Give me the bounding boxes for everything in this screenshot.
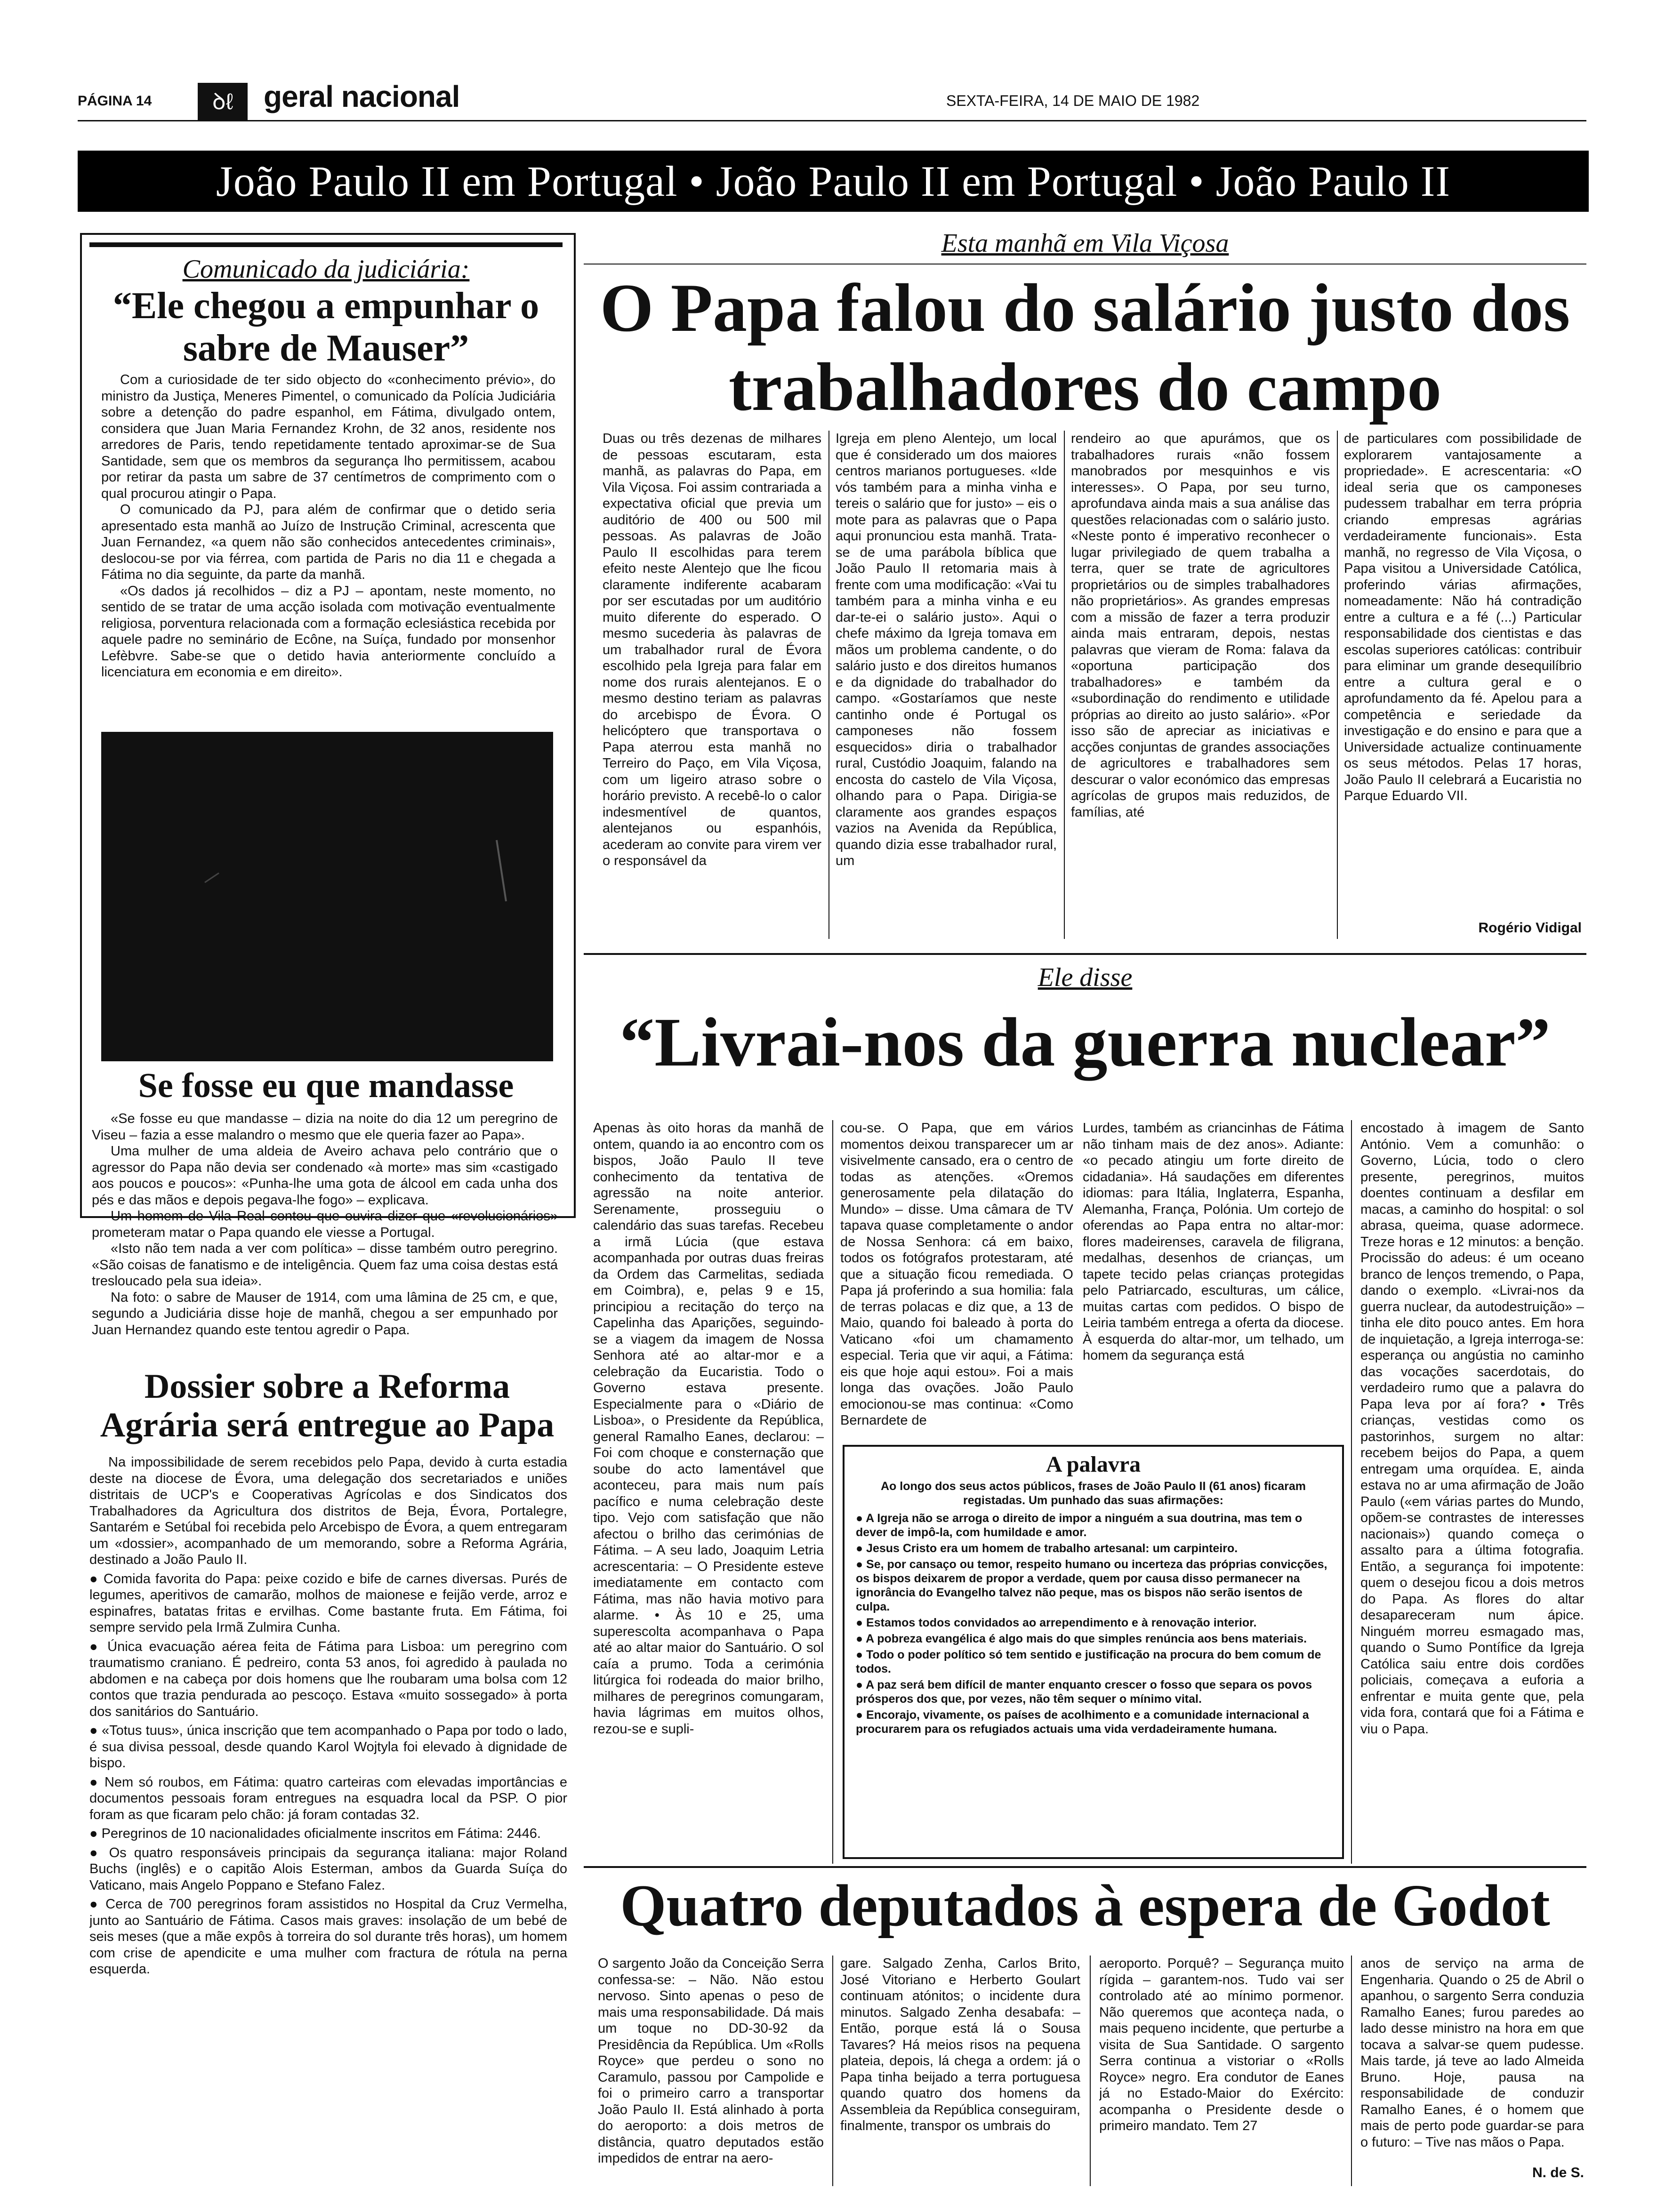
livrai-colrule-3 bbox=[1351, 1120, 1352, 1864]
dossier-bullet-4: ● Nem só roubos, em Fátima: quatro carteiras com elevadas importâncias e documentos pessoais foram entregues na esquadra local da PSP. O pior foram as que ficaram pelo chão: já foram contadas 32. bbox=[89, 1774, 567, 1822]
section-title: geral nacional bbox=[264, 80, 460, 113]
vicosa-col-4: de particulares com possibilidade de explorarem vantajosamente a propriedade». E acrescentaria: «O ideal seria que os camponeses pudessem trabalhar em terra própria criando empresas agrárias verdadeiramente funcionais». Esta manhã, no regresso de Vila Viçosa, o Papa visitou a Universidade Católica, proferindo várias afirmações, nomeadamente: Não há contradição entre a cultura e a fé (...) Particular responsabilidade dos cientistas e das escolas superiores católicas: contribuir para eliminar um grande desequilíbrio entre a cultura geral e o aprofundamento da fé. Apelou para a competência e seriedade da investigação e do ensino e para que a Universidade actualize continuamente os seus métodos. Pelas 17 horas, João Paulo II celebrará a Eucaristia no Parque Eduardo VII. bbox=[1344, 431, 1582, 803]
palavra-title: A palavra bbox=[1046, 1452, 1141, 1477]
godot-headline: Quatro deputados à espera de Godot bbox=[620, 1873, 1550, 1939]
vicosa-bottom-rule bbox=[584, 953, 1586, 955]
dossier-bullet-5: ● Peregrinos de 10 nacionalidades oficialmente inscritos em Fátima: 2446. bbox=[89, 1826, 541, 1841]
mandasse-p1: «Se fosse eu que mandasse – dizia na noite do dia 12 um peregrino de Viseu – fazia a esse malandro o mesmo que ele queria fazer ao Papa». bbox=[92, 1111, 558, 1143]
vicosa-colrule-3 bbox=[1337, 431, 1338, 939]
godot-colrule-1 bbox=[832, 1956, 833, 2186]
left-box-top-rule bbox=[89, 242, 563, 247]
palavra-item: ● A paz será bem difícil de manter enquanto crescer o fosso que separa os povos prósperos dos que, por vezes, não têm sequer o mínimo vital. bbox=[856, 1678, 1312, 1706]
palavra-item: ● Jesus Cristo era um homem de trabalho artesanal: um carpinteiro. bbox=[856, 1542, 1238, 1555]
godot-byline: N. de S. bbox=[1532, 2165, 1584, 2180]
dossier-p1: Na impossibilidade de serem recebidos pelo Papa, devido à curta estadia deste na diocese de Évora, uma delegação dos secretariados e uniões distritais de UCP's e Cooperativas Agrícolas e dos Sindicatos dos Trabalhadores da Agricultura dos distritos de Beja, Évora, Portalegre, Santarém e Setúbal foi recebida pelo Arcebispo de Évora, a quem entregaram um «dossier», acompanhado de um memorando, sobre a Reforma Agrária, destinado a João Paulo II. bbox=[89, 1455, 567, 1567]
vicosa-colrule-2 bbox=[1064, 431, 1065, 939]
livrai-kicker: Ele disse bbox=[1038, 963, 1133, 992]
palavra-intro: Ao longo dos seus actos públicos, frases de João Paulo II (61 anos) ficaram registadas. Um punhado das suas afirmações: bbox=[880, 1480, 1306, 1507]
mandasse-p2: Uma mulher de uma aldeia de Aveiro achava pelo contrário que o agressor do Papa não devia ser condenado «à morte» mas sim «castigado aos poucos e poucos»: «Punha-lhe uma gota de álcool em cada unha dos pés e das mãos e depois pegava-lhe fogo» – explicava. bbox=[92, 1144, 558, 1208]
sabre-photo bbox=[101, 732, 553, 1061]
palavra-item: ● Encorajo, vivamente, os países de acolhimento e a comunidade internacional a procurarem para os refugiados actuais uma vida verdadeiramente humana. bbox=[856, 1708, 1309, 1736]
banner: João Paulo II em Portugal • João Paulo II em Portugal • João Paulo II bbox=[78, 151, 1589, 212]
vicosa-col-3: rendeiro ao que apurámos, que os trabalhadores rurais «não fossem manobrados por mesquinhos e vis interesses». O Papa, por seu turno, aprofundava ainda mais a sua análise das questões relacionadas com o salário justo. «Neste ponto é imperativo reconhecer o lugar privilegiado de quem trabalha a terra, quer se trate de agricultores proprietários ou de simples trabalhadores não proprietários». As grandes empresas com a missão de fazer a terra produzir ainda mais entraram, depois, nestas palavras que vieram de Roma: falava da «oportuna participação dos trabalhadores» e também da «subordinação do rendimento e utilidade próprias ao direito ao justo salário». «Por isso são de apreciar as iniciativas e acções conjuntas de grandes associações de agricultores e trabalhadores sem descurar o valor económico das empresas agrícolas de grupos mais reduzidos, de famílias, até bbox=[1071, 431, 1330, 820]
palavra-box bbox=[843, 1445, 1344, 1859]
mandasse-p5: Na foto: o sabre de Mauser de 1914, com uma lâmina de 25 cm, e que, segundo a Judiciária disse hoje de manhã, chegou a ser empunhado por Juan Hernandez quando este tentou agredir o Papa. bbox=[92, 1290, 558, 1338]
dossier-headline: Dossier sobre a Reforma Agrária será entregue ao Papa bbox=[100, 1367, 555, 1444]
godot-colrule-3 bbox=[1351, 1956, 1352, 2186]
dossier-bullet-6: ● Os quatro responsáveis principais da segurança italiana: major Roland Buchs (inglês) e o capitão Alois Esterman, ambos da Guarda Suíça do Vaticano, mais Angelo Poppano e Stefano Falez. bbox=[89, 1845, 567, 1893]
palavra-item: ● Todo o poder político só tem sentido e justificação na procura do bem comum de todos. bbox=[856, 1648, 1321, 1675]
vicosa-kicker: Esta manhã em Vila Viçosa bbox=[941, 229, 1229, 258]
page-number: PÁGINA 14 bbox=[78, 93, 152, 109]
livrai-col-3: Lurdes, também as criancinhas de Fátima não tinham mais de dez anos». Adiante: «o pecado atingiu um forte direito de cidadania». Há saudações em diferentes idiomas: para Itália, Inglaterra, Espanha, Alemanha, França, Polónia. Um cortejo de oferendas ao Papa entra no altar-mor: flores madeirenses, caravela de filigrana, medalhas, desenhos de crianças, um tapete tecido pelas crianças protegidas pelo Patriarcado, esculturas, um cálice, muitas cartas com pedidos. O bispo de Leiria também entrega a oferta da diocese. À esquerda do altar-mor, um telhado, um homem da segurança está bbox=[1083, 1121, 1344, 1363]
mandasse-body bbox=[92, 1111, 558, 1355]
dossier-bullet-1: ● Comida favorita do Papa: peixe cozido e bife de carnes diversas. Purés de legumes, aperitivos de camarão, molhos de maionese e feijão verde, arroz e espinafres, batatas fritas e ervilhas. Come bastante fruta. Em Fátima, foi sempre servido pela Irmã Zulmira Cunha. bbox=[89, 1571, 567, 1635]
vicosa-headline: O Papa falou do salário justo dos trabalhadores do campo bbox=[600, 270, 1570, 425]
palavra-item: ● Se, por cansaço ou temor, respeito humano ou incerteza das próprias convicções, os bispos deixarem de propor a verdade, quem por causa disso permanecer na ignorância do Evangelho talvez não peque, mas os bispos não serão isentos de culpa. bbox=[856, 1558, 1327, 1613]
vicosa-colrule-1 bbox=[828, 431, 829, 939]
livrai-headline: “Livrai-nos da guerra nuclear” bbox=[619, 1004, 1551, 1081]
palavra-item: ● A Igreja não se arroga o direito de impor a ninguém a sua doutrina, mas tem o dever de impô-la, com humildade e amor. bbox=[856, 1512, 1303, 1539]
mandasse-p4: «Isto não tem nada a ver com política» – disse também outro peregrino. «São coisas de fanatismo e de inteligência. Quem faz uma coisa destas está tresloucado pela sua ideia». bbox=[92, 1241, 558, 1289]
comunicado-p1: Com a curiosidade de ter sido objecto do «conhecimento prévio», do ministro da Justiça, Meneres Pimentel, o comunicado da Polícia Judiciária sobre a detenção do padre espanhol, em Fátima, divulgado ontem, considera que Juan Maria Fernandez Krohn, de 32 anos, residente nos arredores de Paris, tendo repetidamente tentado aproximar-se de Sua Santidade, sem que os membros da segurança lho permitissem, acabou por retirar da pasta um sabre de 37 centímetros de comprimento com o qual procurou atingir o Papa. bbox=[101, 372, 555, 501]
palavra-list bbox=[856, 1511, 1331, 1736]
godot-col-1: O sargento João da Conceição Serra confessa-se: – Não. Não estou nervoso. Sinto apenas o peso de mais uma responsabilidade. Dá mais um toque no DD-30-92 da Presidência da República. Um «Rolls Royce» que perdeu o sono no Caramulo, passou por Campolide e foi o primeiro carro a transportar João Paulo II. Está alinhado à porta do aeroporto: a dois metros de distância, quatro deputados estão impedidos de entrar na aero- bbox=[598, 1956, 824, 2166]
livrai-col-4: encostado à imagem de Santo António. Vem a comunhão: o Governo, Lúcia, todo o clero presente, peregrinos, muitos doentes continuam a desfilar em macas, a caminho do hospital: o sol abrasa, queima, quase adormece. Treze horas e 12 minutos: a benção. Procissão do adeus: é um oceano branco de lenços tremendo, o Papa, dando o exemplo. «Livrai-nos da guerra nuclear, da autodestruição» – tinha ele dito pouco antes. Em hora de inquietação, a Igreja interroga-se: esperança ou angústia no caminho das vocações sacerdotais, do verdadeiro rumo que a palavra do Papa leva por aí fora? • Três crianças, vestidas como os pastorinhos, surgem no altar: recebem beijos do Papa, a quem entregam uma orquídea. E, ainda estava no ar uma afirmação de João Paulo («em várias partes do Mundo, opõem-se contrastes de interesses nacionais») quando começa o assalto para a última fotografia. Então, a segurança foi impotente: quem o desejou ficou a dois metros do Papa. As flores do altar desapareceram num ápice. Ninguém morreu esmagado mas, quando o Sumo Pontífice da Igreja Católica saiu entre dois cordões policiais, começava a euforia a enfrentar e muita gente que, pela vida fora, contará que foi a Fátima e viu o Papa. bbox=[1360, 1121, 1584, 1737]
dossier-bullet-7: ● Cerca de 700 peregrinos foram assistidos no Hospital da Cruz Vermelha, junto ao Santuário de Fátima. Casos mais graves: insolação de um bebé de seis meses (que a mãe expôs à torreira do sol durante três horas), um homem com crise de apendicite e uma mulher com fractura de rótula na perna esquerda. bbox=[89, 1897, 567, 1977]
palavra-item: ● A pobreza evangélica é algo mais do que simples renúncia aos bens materiais. bbox=[856, 1632, 1307, 1645]
livrai-colrule-1 bbox=[832, 1120, 833, 1864]
godot-colrule-2 bbox=[1090, 1956, 1091, 2186]
godot-col-4: anos de serviço na arma de Engenharia. Quando o 25 de Abril o apanhou, o sargento Serra conduzia Ramalho Eanes; furou paredes ao lado desse ministro na hora em que tocava a salvar-se quem pudesse. Mais tarde, já teve ao lado Almeida Bruno. Hoje, pausa na responsabilidade de conduzir Ramalho Eanes, é o homem que mais de perto pode guardar-se para o futuro: – Tive nas mãos o Papa. bbox=[1360, 1956, 1584, 2150]
comunicado-kicker: Comunicado da judiciária: bbox=[182, 255, 470, 284]
mandasse-headline: Se fosse eu que mandasse bbox=[138, 1066, 514, 1105]
comunicado-p3: «Os dados já recolhidos – diz a PJ – apontam, neste momento, no sentido de se tratar de uma acção isolada com motivação eventualmente religiosa, porventura relacionada com a formação eclesiástica recebida por aquele padre no seminário de Ecône, na Suíça, fundado por monsenhor Lefèbvre. Sabe-se que o detido havia anteriormente concluído a licenciatura em economia e em direito». bbox=[101, 583, 555, 680]
vicosa-col-2: Igreja em pleno Alentejo, um local que é considerado um dos maiores centros marianos portugueses. «Ide vós também para a minha vinha e tereis o salário que for justo» – eis o mote para as palavras que o Papa aqui pronunciou esta manhã. Trata-se de uma parábola bíblica que João Paulo II retomaria mais à frente com uma modificação: «Vai tu também para a minha vinha e eu dar-te-ei o salário justo». Aqui o chefe máximo da Igreja tomava em mãos um problema candente, o do salário justo e dos direitos humanos e da dignidade do trabalhador do campo. «Gostaríamos que neste cantinho onde é Portugal os camponeses não fossem esquecidos» diria o trabalhador rural, Custódio Joaquim, falando na encosta do castelo de Vila Viçosa, olhando para o Papa. Dirigia-se claramente aos grandes espaços vazios na Avenida da República, quando dizia esse trabalhador rural, um bbox=[836, 431, 1057, 868]
dl-logo: ꝺℓ bbox=[198, 83, 248, 121]
sabre-icon bbox=[101, 732, 553, 1061]
comunicado-p2: O comunicado da PJ, para além de confirmar que o detido seria apresentado esta manhã ao Juízo de Instrução Criminal, acrescenta que Juan Fernandez, «a quem não são conhecidos antecedentes criminais», deslocou-se por via férrea, com partida de Paris no dia 11 e chegada a Fátima no dia seguinte, da parte da manhã. bbox=[101, 502, 555, 582]
palavra-item: ● Estamos todos convidados ao arrependimento e à renovação interior. bbox=[856, 1616, 1257, 1629]
dossier-body bbox=[89, 1454, 567, 2165]
issue-date: SEXTA-FEIRA, 14 DE MAIO DE 1982 bbox=[946, 92, 1200, 109]
comunicado-body bbox=[101, 372, 555, 729]
livrai-col-2: cou-se. O Papa, que em vários momentos deixou transparecer um ar visivelmente cansado, era o centro de todas as atenções. «Oremos generosamente pela dilatação do Mundo» – disse. Uma câmara de TV tapava quase completamente o andor de Nossa Senhora: cá em baixo, todos os fotógrafos protestaram, até que a situação ficou remediada. O Papa já proferindo a sua homilia: fala de terras polacas e diz que, a 13 de Maio, quando foi baleado à porta do Vaticano «foi um chamamento especial. Teria que vir aqui, a Fátima: eis que hoje aqui estou». Foi a mais longa das ovações. João Paulo emocionou-se mas continua: «Como Bernardete de bbox=[840, 1121, 1073, 1428]
comunicado-headline: “Ele chegou a empunhar o sabre de Mauser” bbox=[113, 285, 539, 369]
godot-col-3: aeroporto. Porquê? – Segurança muito rígida – garantem-nos. Tudo vai ser controlado até ao mínimo pormenor. Não queremos que aconteça nada, o mais pequeno incidente, que perturbe a visita de Sua Santidade. O sargento Serra continua a vistoriar o «Rolls Royce» negro. Era condutor de Eanes já no Estado-Maior do Exército: acompanha o Presidente desde o primeiro mandato. Tem 27 bbox=[1099, 1956, 1344, 2133]
dossier-bullet-2: ● Única evacuação aérea feita de Fátima para Lisboa: um peregrino com traumatismo craniano. É pedreiro, conta 53 anos, foi agredido à paulada no abdomen e na cabeça por dois homens que lhe roubaram uma bolsa com 12 contos que trazia pendurada ao pescoço. Estava «muito sossegado» à porta dos sanitários do Santuário. bbox=[89, 1639, 567, 1719]
dossier-bullet-3: ● «Totus tuus», única inscrição que tem acompanhado o Papa por todo o lado, é sua divisa pessoal, desde quando Karol Wojtyla foi elevado à dignidade de bispo. bbox=[89, 1723, 567, 1771]
godot-top-rule bbox=[584, 1866, 1586, 1868]
vicosa-byline: Rogério Vidigal bbox=[1478, 920, 1582, 936]
vicosa-col-1: Duas ou três dezenas de milhares de pessoas escutaram, esta manhã, as palavras do Papa, em Vila Viçosa. Foi assim contrariada a expectativa oficial que previa um auditório de 400 ou 500 mil pessoas. As palavras de João Paulo II escolhidas para terem efeito neste Alentejo que lhe ficou claramente indiferente acabaram por ser escutadas por um auditório muito diferente do esperado. O mesmo sucederia às palavras de um trabalhador rural de Évora escolhido pela Igreja para falar em nome dos rurais alentejanos. E o mesmo destino teriam as palavras do arcebispo de Évora. O helicóptero que transportava o Papa aterrou esta manhã no Terreiro do Paço, em Vila Viçosa, com um ligeiro atraso sobre o horário previsto. A recebê-lo o calor indesmentível de quantos, alentejanos ou espanhóis, acederam ao convite para virem ver o responsável da bbox=[603, 431, 821, 868]
mandasse-p3: Um homem de Vila Real contou que ouvira dizer que «revolucionários» prometeram matar o Papa quando ele viesse a Portugal. bbox=[92, 1209, 558, 1240]
livrai-col-1: Apenas às oito horas da manhã de ontem, quando ia ao encontro com os bispos, João Paulo II teve conhecimento da tentativa de agressão na noite anterior. Serenamente, prosseguiu o calendário das suas tarefas. Recebeu a irmã Lúcia (que estava acompanhada por outras duas freiras da Ordem das Carmelitas, sediada em Coimbra), e, pelas 9 e 15, principiou a recitação do terço na Capelinha das Aparições, seguindo-se a viagem da imagem de Nossa Senhora até ao altar-mor e a celebração da Eucaristia. Todo o Governo estava presente. Especialmente para o «Diário de Lisboa», o Presidente da República, general Ramalho Eanes, declarou: – Foi com choque e consternação que soube do acto lamentável que aconteceu, para mais num país pacífico e numa celebração deste tipo. Vejo com satisfação que não afectou o brilho das cerimónias de Fátima. – A seu lado, Joaquim Letria acrescentaria: – O Presidente esteve imediatamente em contacto com Fátima, mas não havia motivo para alarme. • Às 10 e 25, uma superescolta acompanhava o Papa até ao altar maior do Santuário. O sol caía a prumo. Toda a cerimónia litúrgica foi rodeada do maior brilho, milhares de peregrinos comungaram, havia lágrimas em muitos olhos, rezou-se e supli- bbox=[593, 1121, 824, 1737]
godot-col-2: gare. Salgado Zenha, Carlos Brito, José Vitoriano e Herberto Goulart continuam atónitos; o incidente dura minutos. Salgado Zenha desabafa: – Então, porque está lá o Sousa Tavares? Há meios risos na pequena plateia, depois, lá chega a ordem: já o Papa tinha beijado a terra portuguesa quando quatro dos homens da Assembleia da República conseguiram, finalmente, transpor os umbrais do bbox=[840, 1956, 1080, 2133]
masthead-rule bbox=[78, 120, 1586, 121]
